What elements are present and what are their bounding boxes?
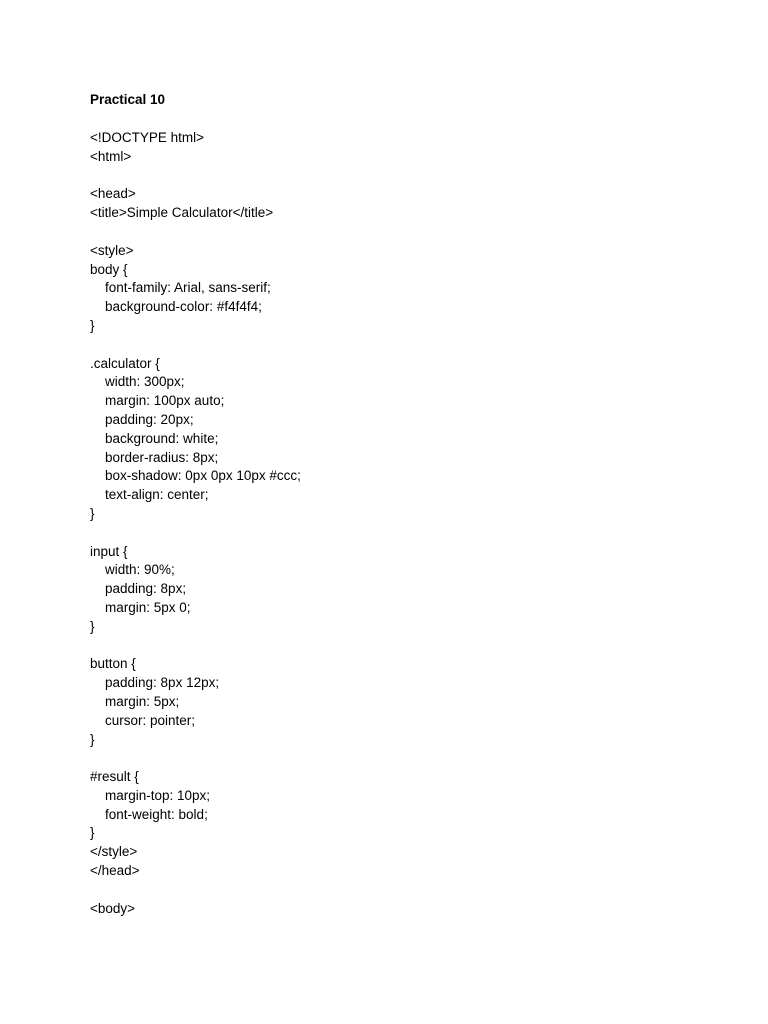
code-line: padding: 8px 12px; (90, 675, 220, 691)
code-line: <title>Simple Calculator</title> (90, 205, 274, 221)
code-line: </style> (90, 844, 138, 860)
code-line: cursor: pointer; (90, 712, 196, 728)
page-heading: Practical 10 (90, 92, 166, 107)
code-line: width: 300px; (90, 374, 185, 390)
blank-line (90, 524, 301, 543)
code-line: border-radius: 8px; (90, 449, 219, 465)
blank-line (90, 336, 301, 355)
code-line: <!DOCTYPE html> (90, 130, 205, 145)
code-line: } (90, 317, 95, 333)
blank-line (90, 637, 301, 656)
code-line: padding: 8px; (90, 581, 187, 597)
code-line: <html> (90, 148, 132, 164)
blank-line (90, 749, 301, 768)
code-line: margin-top: 10px; (90, 787, 211, 803)
code-line: margin: 5px 0; (90, 599, 191, 615)
blank-line (90, 167, 301, 186)
blank-line (90, 881, 301, 900)
code-line: background-color: #f4f4f4; (90, 299, 262, 315)
code-line: margin: 5px; (90, 693, 180, 709)
code-line: padding: 20px; (90, 411, 194, 427)
code-line: button { (90, 656, 136, 672)
code-line: } (90, 731, 95, 747)
code-line: </head> (90, 863, 140, 879)
code-listing (90, 129, 301, 918)
code-line: .calculator { (90, 355, 160, 371)
code-line: input { (90, 543, 128, 559)
code-line: width: 90%; (90, 562, 175, 578)
code-line: background: white; (90, 430, 219, 446)
code-line: font-weight: bold; (90, 806, 208, 822)
code-line: text-align: center; (90, 487, 209, 503)
code-line: #result { (90, 769, 139, 785)
code-line: } (90, 618, 95, 634)
code-line: margin: 100px auto; (90, 393, 225, 409)
code-line: box-shadow: 0px 0px 10px #ccc; (90, 468, 301, 484)
code-line: body { (90, 261, 128, 277)
code-line: <body> (90, 900, 136, 916)
code-line: <style> (90, 242, 134, 258)
code-line: <head> (90, 186, 136, 202)
code-line: } (90, 505, 95, 521)
blank-line (90, 223, 301, 242)
code-line: } (90, 825, 95, 841)
code-line: font-family: Arial, sans-serif; (90, 280, 271, 296)
